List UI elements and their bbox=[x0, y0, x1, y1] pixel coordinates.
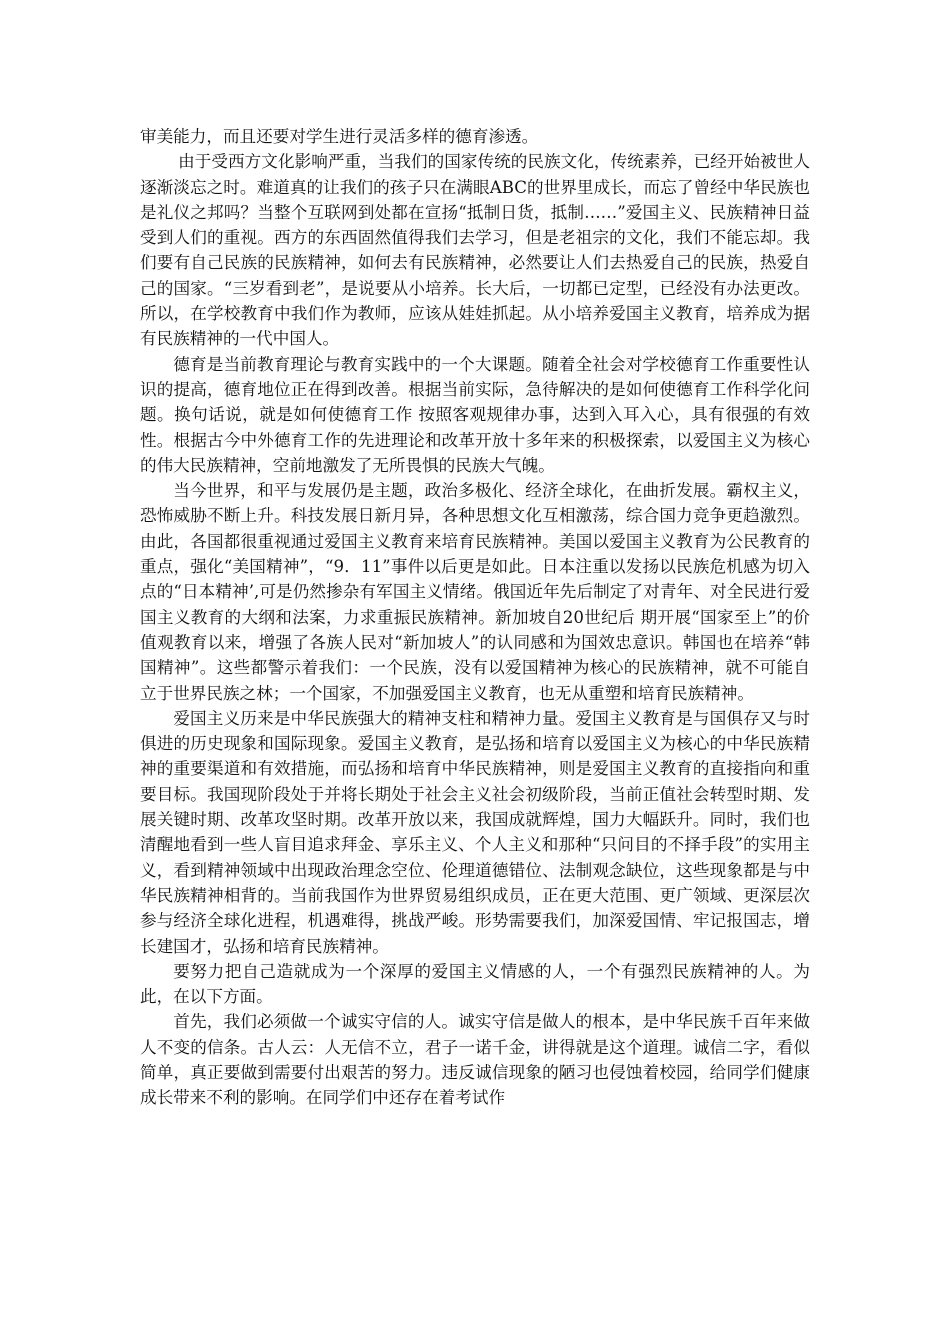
paragraph-moral-education: 德育是当前教育理论与教育实践中的一个大课题。随着全社会对学校德育工作重要性认识的提高，德育地位正在得到改善。根据当前实际，急待解决的是如何使德育工作科学化问题。换句话说，就是如何使德育工作 按照客观规律办事，达到入耳入心，具有很强的有效性。根据古今中外德育工作的先进理论和改革开放十多年来的积极探索，以爱国主义为核心的伟大民族精神，空前地激发了无所畏惧的民族大气魄。 bbox=[140, 354, 810, 475]
paragraph-effort: 要努力把自己造就成为一个深厚的爱国主义情感的人，一个有强烈民族精神的人。为此，在以下方面。 bbox=[140, 961, 810, 1007]
document-page bbox=[140, 124, 810, 1111]
paragraph-patriotism: 爱国主义历来是中华民族强大的精神支柱和精神力量。爱国主义教育是与国俱存又与时俱进的历史现象和国际现象。爱国主义教育，是弘扬和培育以爱国主义为核心的中华民族精神的重要渠道和有效措施，而弘扬和培育中华民族精神，则是爱国主义教育的直接指向和重要目标。我国现阶段处于并将长期处于社会主义社会初级阶段，当前正值社会转型时期、发展关键时期、改革攻坚时期。改革开放以来，我国成就辉煌，国力大幅跃升。同时，我们也清醒地看到一些人盲目追求拜金、享乐主义、个人主义和那种“只问目的不择手段”的实用主义，看到精神领域中出现政治理念空位、伦理道德错位、法制观念缺位，这些现象都是与中华民族精神相背的。当前我国作为世界贸易组织成员，正在更大范围、更广领域、更深层次参与经济全球化进程，机遇难得，挑战严峻。形势需要我们，加深爱国情、牢记报国志，增长建国才，弘扬和培育民族精神。 bbox=[140, 708, 810, 956]
paragraph-western-culture: 由于受西方文化影响严重，当我们的国家传统的民族文化，传统素养，已经开始被世人逐渐淡忘之时。难道真的让我们的孩子只在满眼ABC的世界里成长，而忘了曾经中华民族也是礼仪之邦吗？当整个互联网到处都在宣扬“抵制日货，抵制……”爱国主义、民族精神日益受到人们的重视。西方的东西固然值得我们去学习，但是老祖宗的文化，我们不能忘却。我们要有自己民族的民族精神，如何去有民族精神，必然要让人们去热爱自己的民族，热爱自己的国家。“三岁看到老”，是说要从小培养。长大后，一切都已定型，已经没有办法更改。所以，在学校教育中我们作为教师，应该从娃娃抓起。从小培养爱国主义教育，培养成为据有民族精神的一代中国人。 bbox=[140, 152, 810, 349]
paragraph-world-situation: 当今世界，和平与发展仍是主题，政治多极化、经济全球化，在曲折发展。霸权主义，恐怖威胁不断上升。科技发展日新月异，各种思想文化互相激荡，综合国力竞争更趋激烈。由此，各国都很重视通过爱国主义教育来培育民族精神。美国以爱国主义教育为公民教育的重点，强化“美国精神”，“9．11”事件以后更是如此。日本注重以发扬以民族危机感为切入 点的“日本精神’,可是仍然掺杂有军国主义情绪。俄国近年先后制定了对青年、对全民进行爱国主义教育的大纲和法案，力求重振民族精神。新加坡自20世纪后 期开展“国家至上”的价值观教育以来，增强了各族人民对“新加坡人”的认同感和为国效忠意识。韩国也在培养“韩国精神”。这些都警示着我们：一个民族，没有以爱国精神为核心的民族精神，就不可能自立于世界民族之林；一个国家，不加强爱国主义教育，也无从重塑和培育民族精神。 bbox=[140, 481, 810, 703]
paragraph-continuation: 审美能力，而且还要对学生进行灵活多样的德育渗透。 bbox=[140, 127, 539, 146]
paragraph-honesty: 首先，我们必须做一个诚实守信的人。诚实守信是做人的根本，是中华民族千百年来做人不变的信条。古人云：人无信不立，君子一诺千金，讲得就是这个道理。诚信二字，看似简单，真正要做到需要付出艰苦的努力。违反诚信现象的陋习也侵蚀着校园，给同学们健康成长带来不利的影响。在同学们中还存在着考试作 bbox=[140, 1012, 810, 1108]
